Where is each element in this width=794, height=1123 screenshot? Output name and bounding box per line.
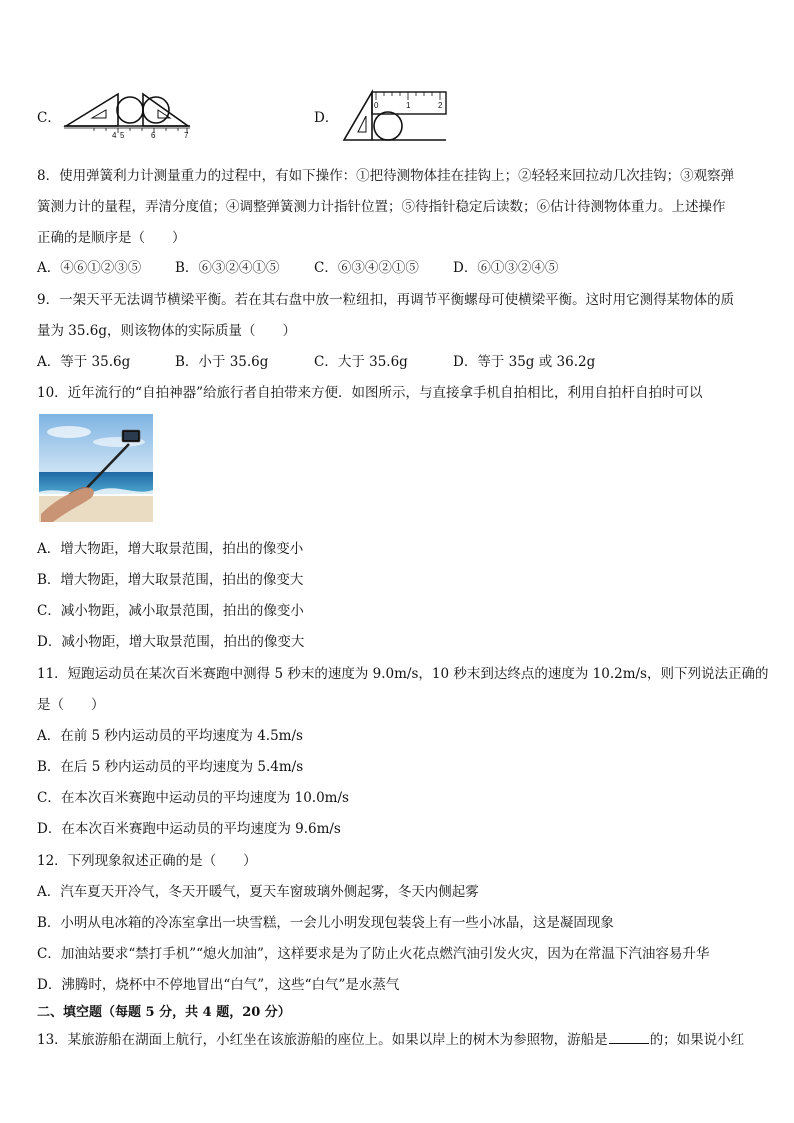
q10-line1: 10．近年流行的“自拍神器”给旅行者自拍带来方便．如图所示，与直接拿手机自拍相比，利用自拍杆自拍时可以: [37, 385, 703, 401]
q8-line1: 8．使用弹簧利力计测量重力的过程中，有如下操作：①把待测物体挂在挂钩上；②轻轻来回拉动几次挂钩；③观察弹: [37, 168, 735, 184]
q13-answer-blank[interactable]: [609, 1029, 649, 1044]
d-tick-1: 1: [406, 101, 411, 110]
d-tick-0: 0: [374, 101, 379, 110]
figure-c-ruler-balls: [62, 88, 192, 138]
q8-options: [37, 258, 759, 278]
option-c-label: C．: [37, 110, 61, 126]
q9-option-c: C．大于 35.6g: [314, 354, 408, 370]
q8-option-d: D．⑥①③②④⑤: [453, 260, 559, 276]
q10-option-a: A．增大物距，增大取景范围，拍出的像变小: [37, 541, 304, 557]
c-tick-7: 7: [184, 131, 189, 138]
c-tick-6: 6: [151, 131, 156, 138]
c-tick-4: 4: [112, 131, 117, 138]
q10-option-b: B．增大物距，增大取景范围，拍出的像变大: [37, 572, 304, 588]
q9-options: [37, 352, 759, 372]
q11-option-d: D．在本次百米赛跑中运动员的平均速度为 9.6m/s: [37, 821, 341, 837]
figure-d-ruler-ball: [340, 86, 450, 144]
section-2-heading: 二、填空题（每题 5 分，共 4 题，20 分）: [37, 1005, 291, 1020]
q12-line1: 12．下列现象叙述正确的是（ ）: [37, 853, 257, 869]
c-tick-5: 5: [120, 131, 125, 138]
q12-option-d: D．沸腾时，烧杯中不停地冒出“白气”，这些“白气”是水蒸气: [37, 977, 400, 993]
q8-option-c: C．⑥③④②①⑤: [314, 260, 419, 276]
q12-option-c: C．加油站要求“禁打手机”“熄火加油”，这样要求是为了防止火花点燃汽油引发火灾，因为在常温下汽油容易升华: [37, 946, 710, 962]
option-d-label: D．: [314, 110, 339, 126]
q12-option-a: A．汽车夏天开冷气，冬天开暖气，夏天车窗玻璃外侧起雾，冬天内侧起雾: [37, 884, 479, 900]
q13-suffix: 的；如果说小红: [649, 1032, 745, 1048]
q9-option-d: D．等于 35g 或 36.2g: [453, 354, 596, 370]
triangle: [344, 92, 372, 140]
ball: [374, 112, 402, 140]
q8-option-b: B．⑥③②④①⑤: [175, 260, 280, 276]
q9-option-b: B．小于 35.6g: [175, 354, 269, 370]
q13-prefix: 13．某旅游船在湖面上航行，小红坐在该旅游船的座位上。如果以岸上的树木为参照物，游船是: [37, 1032, 608, 1048]
left-triangle: [66, 94, 118, 126]
q8-line3: 正确的是顺序是（ ）: [37, 230, 186, 246]
selfie-stick-photo: [39, 414, 153, 522]
q9-option-a: A．等于 35.6g: [37, 354, 131, 370]
q11-line1: 11．短跑运动员在某次百米赛跑中测得 5 秒末的速度为 9.0m/s，10 秒末到达终点的速度为 10.2m/s，则下列说法正确的: [37, 666, 769, 682]
q13-line1: [37, 1029, 759, 1050]
q11-option-c: C．在本次百米赛跑中运动员的平均速度为 10.0m/s: [37, 790, 349, 806]
q11-option-b: B．在后 5 秒内运动员的平均速度为 5.4m/s: [37, 759, 304, 775]
q10-option-d: D．减小物距，增大取景范围，拍出的像变大: [37, 634, 305, 650]
ball-left: [117, 97, 143, 123]
q11-line2: 是（ ）: [37, 697, 105, 713]
q12-option-b: B．小明从电冰箱的冷冻室拿出一块雪糕，一会儿小明发现包装袋上有一些小冰晶，这是凝固现象: [37, 915, 614, 931]
q9-line2: 量为 35.6g，则该物体的实际质量（ ）: [37, 323, 296, 339]
d-tick-2: 2: [438, 101, 443, 110]
q8-line2: 簧测力计的量程，弄清分度值；④调整弹簧测力计指针位置；⑤待指针稳定后读数；⑥估计待测物体重力。上述操作: [37, 199, 726, 215]
q10-option-c: C．减小物距，减小取景范围，拍出的像变小: [37, 603, 304, 619]
q8-option-a: A．④⑥①②③⑤: [37, 260, 142, 276]
q11-option-a: A．在前 5 秒内运动员的平均速度为 4.5m/s: [37, 728, 303, 744]
q9-line1: 9．一架天平无法调节横梁平衡。若在其右盘中放一粒纽扣，再调节平衡螺母可使横梁平衡。这时用它测得某物体的质: [37, 292, 735, 308]
